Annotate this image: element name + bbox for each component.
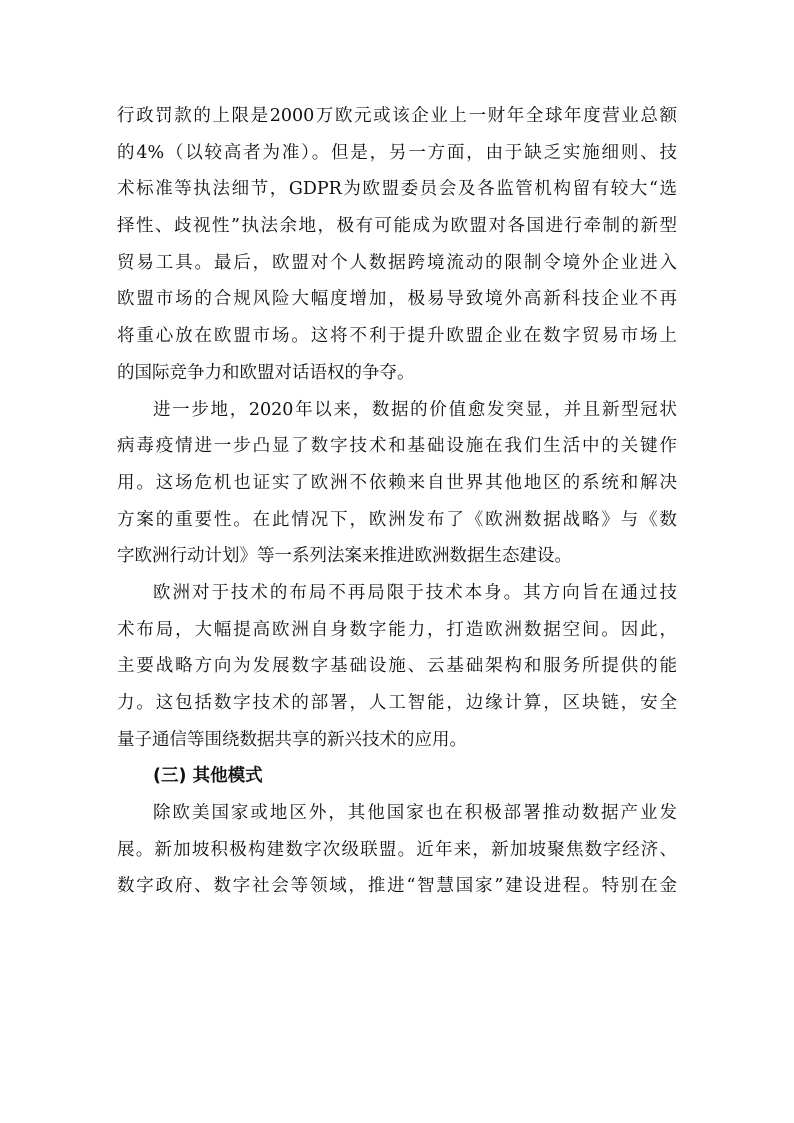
text-line: 数字政府、数字社会等领域，推进“智慧国家”建设进程。特别在金 [117, 876, 677, 897]
text-line: 力。这包括数字技术的部署，人工智能，边缘计算，区块链，安全 [117, 693, 677, 713]
paragraph-data-strategy [117, 392, 677, 575]
text-line: 用。这场危机也证实了欧洲不依赖来自世界其他地区的系统和解决 [117, 472, 677, 493]
text-line: 的国际竞争力和欧盟对话语权的争夺。 [117, 362, 415, 383]
paragraph-other-models [117, 795, 677, 905]
text-line: 欧洲对于技术的布局不再局限于技术本身。其方向旨在通过技 [153, 582, 677, 603]
text-line: 将重心放在欧盟市场。这将不利于提升欧盟企业在数字贸易市场上 [117, 326, 677, 347]
text-line: 的4%（以较高者为准）。但是，另一方面，由于缺乏实施细则、技 [117, 142, 677, 163]
paragraph-gdpr-penalties [117, 98, 677, 392]
text-line: 贸易工具。最后，欧盟对个人数据跨境流动的限制令境外企业进入 [117, 252, 677, 273]
text-line: 行政罚款的上限是2000万欧元或该企业上一财年全球年度营业总额 [117, 106, 677, 126]
text-line: 除欧美国家或地区外，其他国家也在积极部署推动数据产业发 [153, 803, 677, 824]
text-line: 主要战略方向为发展数字基础设施、云基础架构和服务所提供的能 [117, 656, 677, 677]
text-line: 方案的重要性。在此情况下，欧洲发布了《欧洲数据战略》与《数 [117, 509, 677, 530]
section-heading: (三) 其他模式 [153, 766, 263, 787]
text-line: 术标准等执法细节，GDPR为欧盟委员会及各监管机构留有较大“选 [117, 179, 677, 200]
paragraph-technology-layout [117, 575, 677, 758]
text-line: 病毒疫情进一步凸显了数字技术和基础设施在我们生活中的关键作 [117, 436, 677, 457]
text-line: 量子通信等围绕数据共享的新兴技术的应用。 [117, 729, 467, 750]
document-body [117, 98, 677, 905]
text-line: 字欧洲行动计划》等一系列法案来推进欧洲数据生态建设。 [117, 546, 572, 567]
text-line: 进一步地，2020年以来，数据的价值愈发突显，并且新型冠状 [153, 399, 677, 420]
text-line: 择性、歧视性”执法余地，极有可能成为欧盟对各国进行牵制的新型 [117, 216, 677, 237]
text-line: 术布局，大幅提高欧洲自身数字能力，打造欧洲数据空间。因此， [117, 619, 677, 640]
text-line: 欧盟市场的合规风险大幅度增加，极易导致境外高新科技企业不再 [117, 289, 677, 310]
text-line: 展。新加坡积极构建数字次级联盟。近年来，新加坡聚焦数字经济、 [117, 839, 677, 860]
